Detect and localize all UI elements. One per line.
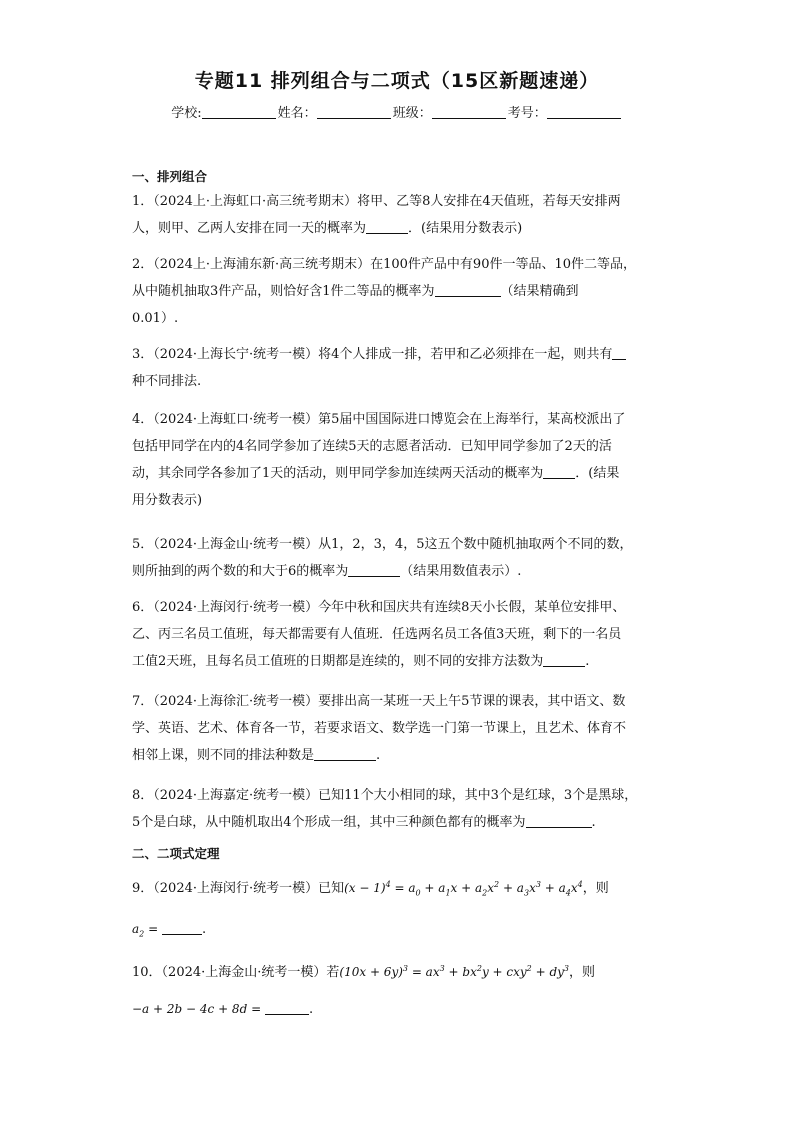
exam-no-label: 考号： bbox=[507, 106, 547, 121]
question-8: 8．（2024·上海嘉定·统考一模）已知11个大小相同的球，其中3个是红球，3个是黑球， 5个是白球，从中随机取出4个形成一组，其中三种颜色都有的概率为 . bbox=[132, 788, 638, 830]
binomial-expansion-formula: $(x - 1)^4 = a_0 + a_1x + a_2x^2 + a_3x^3 + a_4x^4$ bbox=[344, 880, 583, 898]
name-label: 姓名： bbox=[277, 106, 317, 121]
exam-no-blank[interactable] bbox=[547, 106, 621, 119]
class-blank[interactable] bbox=[432, 106, 506, 119]
answer-blank-4[interactable] bbox=[543, 466, 575, 479]
answer-blank-1[interactable] bbox=[366, 221, 408, 234]
question-9: 9．（2024·上海闵行·统考一模）已知$(x - 1)^4 = a_0 + a_1x + a_2x^2 + a_3x^3 + a_4x^4$，则 $a_2$ = . bbox=[132, 880, 609, 939]
question-5: 5．（2024·上海金山·统考一模）从1，2，3，4，5这五个数中随机抽取两个不同的数， 则所抽到的两个数的和大于6的概率为 （结果用数值表示）. bbox=[132, 537, 633, 579]
expression-label: −a + 2b − 4c + 8d = bbox=[132, 1002, 265, 1016]
question-6: 6．（2024·上海闵行·统考一模）今年中秋和国庆共有连续8天小长假，某单位安排甲、 乙、丙三名员工值班，每天都需要有人值班．任选两名员工各值3天班，剩下的一名员 工值2天班，且每名员工值班的日期都是连续的，则不同的安排方法数为 . bbox=[132, 600, 626, 669]
answer-blank-10[interactable] bbox=[265, 1002, 309, 1015]
question-1: 1．（2024上·上海虹口·高三统考期末）将甲、乙等8人安排在4天值班，若每天安排两 人，则甲、乙两人安排在同一天的概率为 ．(结果用分数表示) bbox=[132, 194, 621, 236]
name-blank[interactable] bbox=[317, 106, 391, 119]
section-heading-permutation: 一、排列组合 bbox=[132, 169, 208, 184]
coefficient-a2-label: $a_2$ = bbox=[132, 922, 162, 939]
question-2: 2．（2024上·上海浦东新·高三统考期末）在100件产品中有90件一等品、10件二等品， 从中随机抽取3件产品，则恰好含1件二等品的概率为 （结果精确到 0.01）. bbox=[132, 257, 637, 326]
question-4: 4．（2024·上海虹口·统考一模）第5届中国国际进口博览会在上海举行，某高校派出了 包括甲同学在内的4名同学参加了连续5天的志愿者活动．已知甲同学参加了2天的活 动，其余同学各参加了1天的活动，则甲同学参加连续两天活动的概率为 ．(结果 用分数表示) bbox=[132, 412, 626, 508]
question-7: 7．（2024·上海徐汇·统考一模）要排出高一某班一天上午5节课的课表，其中语文、数 学、英语、艺术、体育各一节，若要求语文、数学选一门第一节课上，且艺术、体育不 相邻上课，则不同的排法种数是 . bbox=[132, 694, 627, 763]
answer-blank-5[interactable] bbox=[348, 564, 400, 577]
question-3: 3．（2024·上海长宁·统考一模）将4个人排成一排，若甲和乙必须排在一起，则共有 种不同排法. bbox=[132, 341, 672, 395]
page-title: 专题11 排列组合与二项式（15区新题速递） bbox=[194, 70, 600, 92]
binomial-cube-formula: $(10x + 6y)^3 = ax^3 + bx^2y + cxy^2 + dy^3$ bbox=[339, 964, 570, 979]
answer-blank-7[interactable] bbox=[314, 748, 376, 761]
class-label: 班级： bbox=[392, 106, 432, 121]
student-info-row bbox=[0, 102, 794, 121]
answer-blank-3[interactable] bbox=[612, 347, 626, 360]
section-heading-binomial: 二、二项式定理 bbox=[132, 846, 220, 861]
school-blank[interactable] bbox=[202, 106, 276, 119]
school-label: 学校: bbox=[171, 106, 202, 121]
answer-blank-8[interactable] bbox=[526, 815, 592, 828]
answer-blank-6[interactable] bbox=[543, 654, 585, 667]
question-10: 10．（2024·上海金山·统考一模）若$(10x + 6y)^3 = ax^3 + bx^2y + cxy^2 + dy^3$，则 −a + 2b − 4c + 8d = . bbox=[132, 964, 596, 1017]
answer-blank-9[interactable] bbox=[162, 922, 202, 935]
answer-blank-2[interactable] bbox=[435, 284, 501, 297]
